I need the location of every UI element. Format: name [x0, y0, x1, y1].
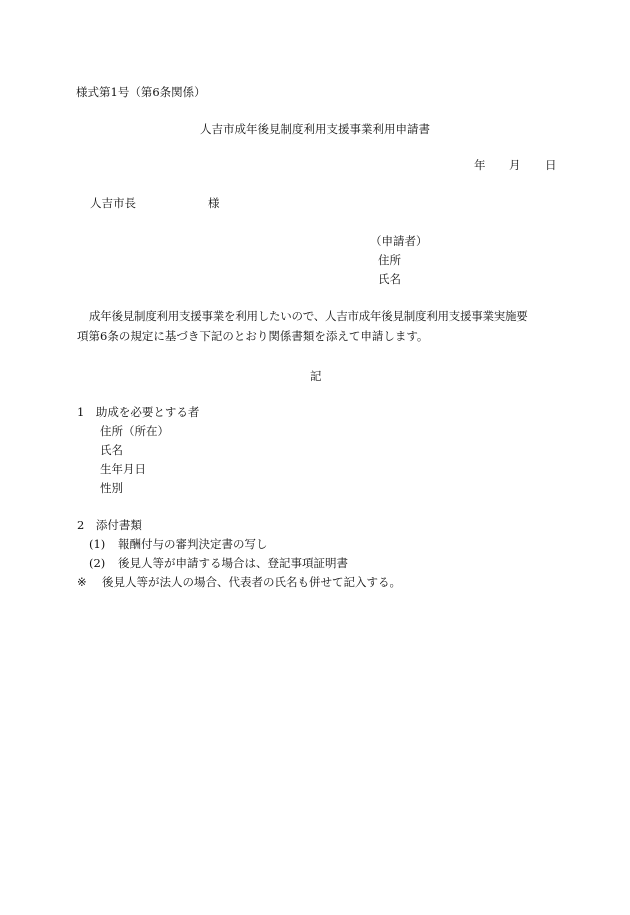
form-number: 様式第1号（第6条関係） — [76, 85, 206, 99]
attachment-number: (2) — [89, 556, 106, 570]
section-2-heading: 2 添付書類 — [77, 518, 142, 532]
attachment-number: (1) — [89, 537, 106, 551]
date-year: 年 — [474, 158, 486, 172]
body-line-1: 成年後見制度利用支援事業を利用したいので、人吉市成年後見制度利用支援事業実施要 — [89, 309, 528, 323]
note-text: 後見人等が法人の場合、代表者の氏名も併せて記入する。 — [102, 575, 401, 589]
attachment-text: 報酬付与の審判決定書の写し — [118, 537, 268, 551]
applicant-address-label: 住所 — [378, 253, 401, 267]
attachment-text: 後見人等が申請する場合は、登記事項証明書 — [118, 556, 348, 570]
addressee-name: 人吉市長 — [90, 196, 136, 210]
section-1-item: 住所（所在） — [100, 424, 169, 438]
date-day: 日 — [545, 158, 557, 172]
addressee-honorific: 様 — [208, 196, 220, 210]
applicant-name-label: 氏名 — [378, 272, 401, 286]
section-1-item: 性別 — [100, 481, 123, 495]
ki-heading: 記 — [310, 369, 322, 383]
document-title: 人吉市成年後見制度利用支援事業利用申請書 — [200, 122, 430, 136]
section-1-item: 氏名 — [100, 443, 123, 457]
applicant-heading: （申請者） — [370, 234, 428, 248]
date-month: 月 — [509, 158, 521, 172]
application-body — [77, 306, 561, 346]
section-1-item: 生年月日 — [100, 462, 146, 476]
body-line-2: 項第6条の規定に基づき下記のとおり関係書類を添えて申請します。 — [77, 329, 429, 343]
section-1-heading: 1 助成を必要とする者 — [77, 405, 200, 419]
note-mark: ※ — [77, 575, 87, 589]
